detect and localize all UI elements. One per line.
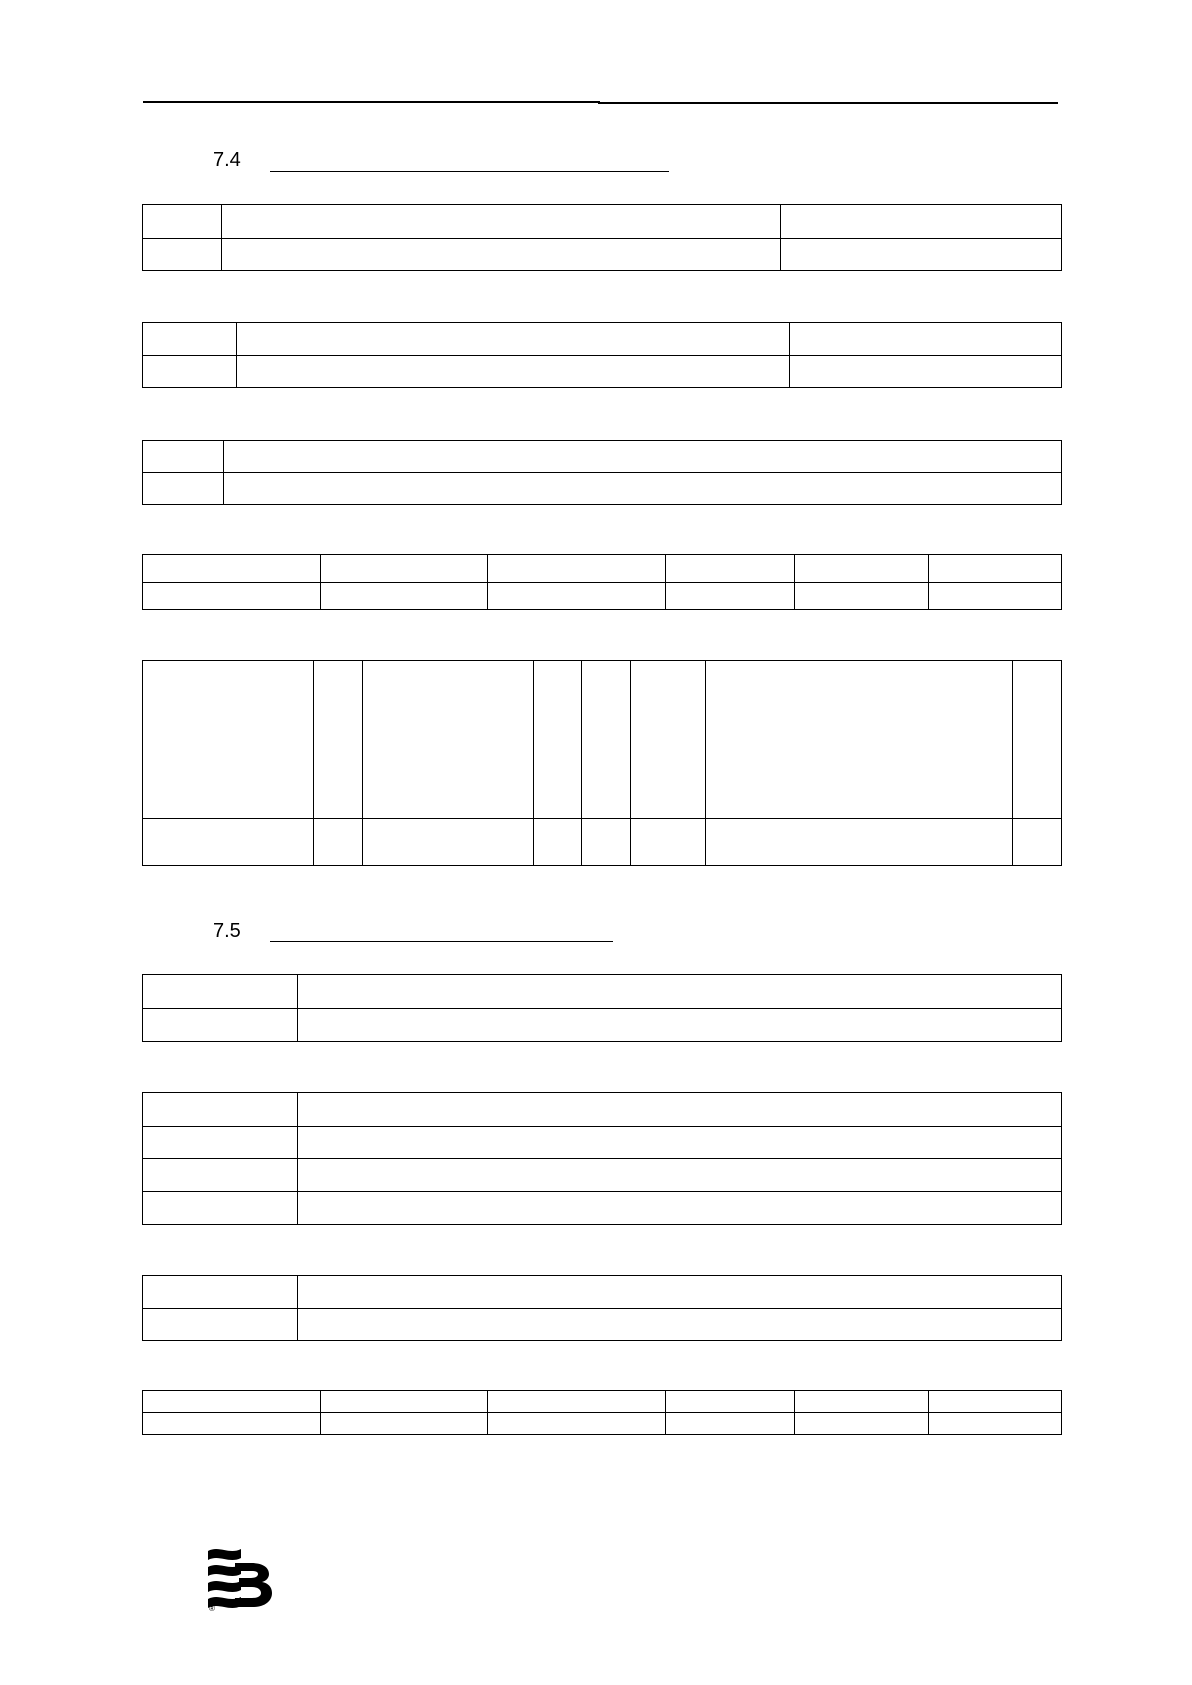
table-row bbox=[143, 473, 1062, 505]
table-row bbox=[143, 1309, 1062, 1341]
table-row bbox=[143, 1192, 1062, 1225]
section-number-7-5: 7.5 bbox=[213, 920, 241, 942]
table-row bbox=[143, 661, 1062, 819]
table-row bbox=[143, 1276, 1062, 1309]
table-2 bbox=[142, 322, 1062, 388]
table-9 bbox=[142, 1390, 1062, 1435]
table-row bbox=[143, 1127, 1062, 1159]
registered-mark: ® bbox=[209, 1604, 215, 1613]
table-row bbox=[143, 323, 1062, 356]
bb-wave-logo-icon bbox=[205, 1545, 275, 1613]
table-7 bbox=[142, 1092, 1062, 1225]
table-row bbox=[143, 205, 1062, 239]
table-row bbox=[143, 975, 1062, 1009]
table-row bbox=[143, 1413, 1062, 1435]
table-4 bbox=[142, 554, 1062, 610]
table-5 bbox=[142, 660, 1062, 866]
table-row bbox=[143, 441, 1062, 473]
header-rule bbox=[598, 102, 1058, 104]
header-rule bbox=[143, 101, 600, 103]
table-row bbox=[143, 1159, 1062, 1192]
section-number-7-4: 7.4 bbox=[213, 149, 241, 171]
table-row bbox=[143, 583, 1062, 610]
table-row bbox=[143, 819, 1062, 866]
table-8 bbox=[142, 1275, 1062, 1341]
table-6 bbox=[142, 974, 1062, 1042]
section-title-line-7-4 bbox=[270, 171, 669, 172]
table-row bbox=[143, 555, 1062, 583]
table-row bbox=[143, 1391, 1062, 1413]
table-1 bbox=[142, 204, 1062, 271]
table-row bbox=[143, 1009, 1062, 1042]
section-title-line-7-5 bbox=[270, 941, 613, 942]
table-row bbox=[143, 239, 1062, 271]
table-row bbox=[143, 1093, 1062, 1127]
table-3 bbox=[142, 440, 1062, 505]
table-row bbox=[143, 356, 1062, 388]
